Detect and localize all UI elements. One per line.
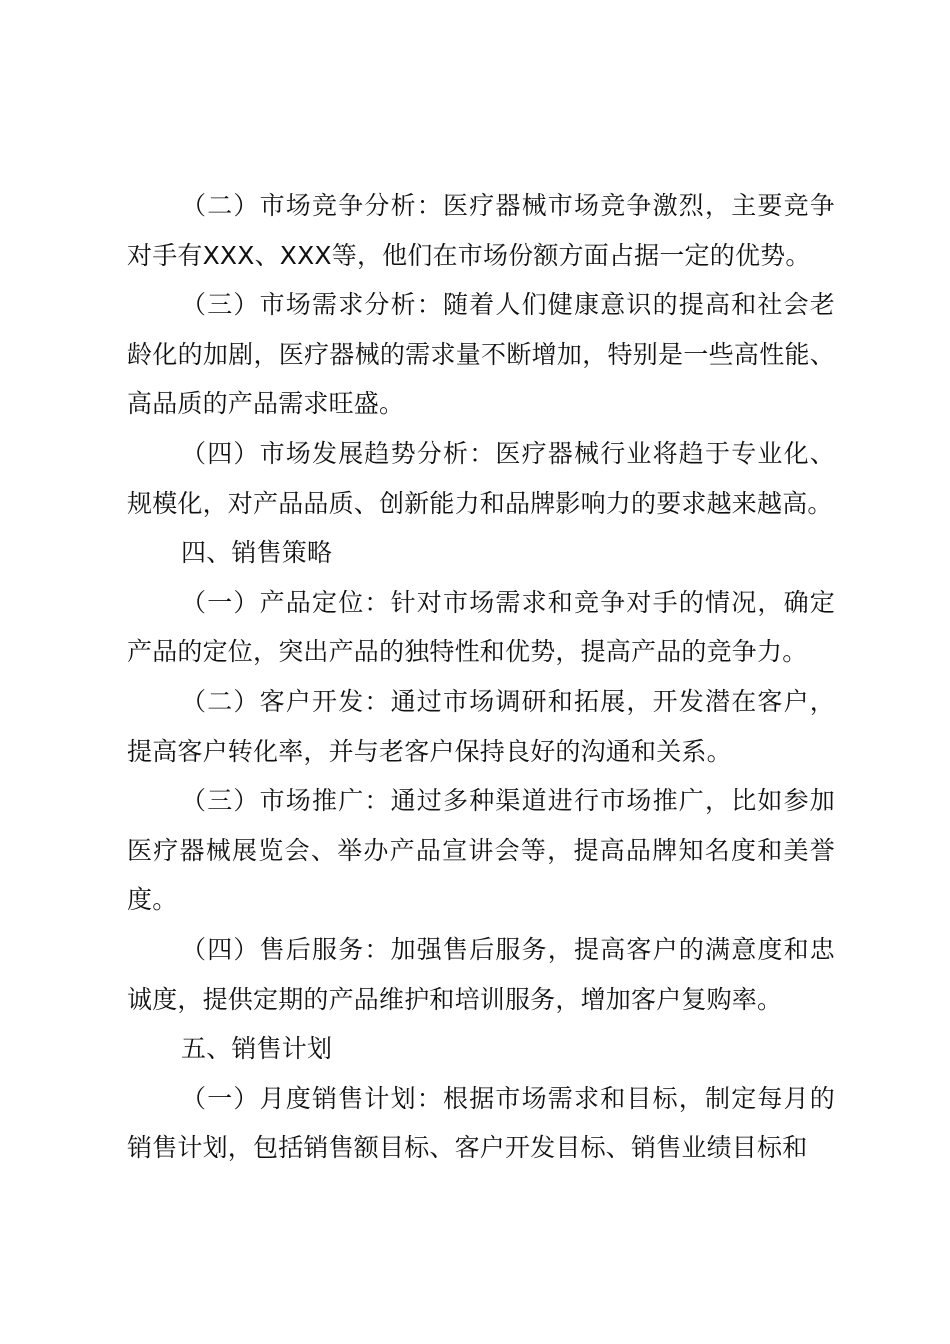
- paragraph-after-sales-service: （四）售后服务：加强售后服务，提高客户的满意度和忠诚度，提供定期的产品维护和培训服务，增加客户复购率。: [127, 934, 835, 1014]
- section-heading-sales-plan: 五、销售计划: [181, 1034, 333, 1064]
- paragraph-monthly-sales-plan: （一）月度销售计划：根据市场需求和目标，制定每月的销售计划，包括销售额目标、客户开发目标、销售业绩目标和: [127, 1083, 835, 1163]
- paragraph-market-trend: （四）市场发展趋势分析：医疗器械行业将趋于专业化、规模化，对产品品质、创新能力和品牌影响力的要求越来越高。: [127, 438, 835, 518]
- paragraph-product-positioning: （一）产品定位：针对市场需求和竞争对手的情况，确定产品的定位，突出产品的独特性和优势，提高产品的竞争力。: [127, 587, 835, 667]
- paragraph-customer-development: （二）客户开发：通过市场调研和拓展，开发潜在客户，提高客户转化率，并与老客户保持良好的沟通和关系。: [127, 686, 835, 766]
- section-heading-sales-strategy: 四、销售策略: [181, 538, 333, 568]
- document-body: [127, 181, 835, 1173]
- paragraph-market-promotion: （三）市场推广：通过多种渠道进行市场推广，比如参加医疗器械展览会、举办产品宣讲会等，提高品牌知名度和美誉度。: [127, 786, 835, 915]
- paragraph-market-competition: （二）市场竞争分析：医疗器械市场竞争激烈，主要竞争对手有XXX、XXX等，他们在市场份额方面占据一定的优势。: [127, 191, 835, 270]
- paragraph-market-demand: （三）市场需求分析：随着人们健康意识的提高和社会老龄化的加剧，医疗器械的需求量不断增加，特别是一些高性能、高品质的产品需求旺盛。: [127, 290, 835, 419]
